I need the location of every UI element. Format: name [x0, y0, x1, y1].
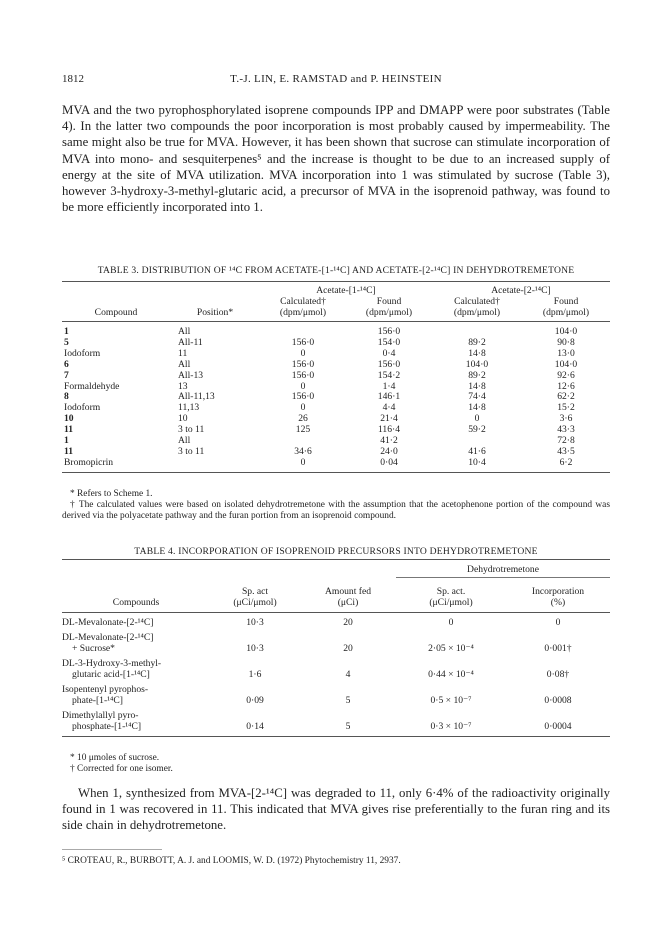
table3-cell-compound: Formaldehyde: [64, 380, 120, 392]
table3-row: [62, 447, 610, 458]
table3-cell-position: 11,13: [178, 402, 200, 414]
table3-unit-1: (dpm/μmol): [279, 307, 327, 318]
table4-cell-incorp: 0: [555, 617, 561, 628]
table3-cell-c1: 0: [300, 402, 306, 414]
table4-compound-line: phate-[1-¹⁴C]: [72, 695, 123, 706]
table4-row: [62, 632, 610, 654]
table3-cell-c1: 0: [300, 380, 306, 392]
table4-group-dehydrotremetone: Dehydrotremetone: [396, 560, 610, 578]
table3-cell-compound: Bromopicrin: [64, 456, 114, 468]
table4-cell-amount: 4: [345, 669, 351, 680]
table3-cell-f1: 156·0: [377, 326, 401, 337]
table3-col-found-1: Found: [376, 296, 402, 307]
table3-cell-position: All: [178, 358, 191, 370]
table3-cell-compound: 1: [64, 326, 69, 337]
table3-row: [62, 392, 610, 403]
table3-group-acetate-2: Acetate-[2-¹⁴C]: [491, 285, 551, 296]
table3-cell-position: 10: [178, 413, 188, 425]
table3-cell-f2: 13·0: [557, 347, 575, 359]
table3-cell-f1: 0·04: [380, 456, 398, 468]
table3-cell-f1: 154·0: [377, 336, 401, 348]
table3-cell-c1: 156·0: [291, 369, 315, 381]
table3-cell-compound: 11: [64, 424, 74, 436]
table3-cell-position: 3 to 11: [178, 445, 205, 457]
table3: [62, 281, 610, 473]
table4-col-dspact: Sp. act.: [436, 586, 466, 597]
running-head: T.-J. LIN, E. RAMSTAD and P. HEINSTEIN: [230, 73, 442, 85]
footnote-rule: [62, 849, 162, 850]
table3-cell-f2: 15·2: [557, 402, 575, 414]
table3-cell-f1: 24·0: [380, 445, 398, 457]
table3-cell-c2: 41·6: [468, 445, 486, 457]
table4-col-amount: Amount fed: [324, 585, 372, 597]
table4-cell-spact: 10·3: [246, 643, 264, 654]
table4-cell-dspact: 0·3 × 10⁻⁷: [430, 721, 472, 732]
table4-cell-spact: 10·3: [246, 617, 264, 628]
table3-cell-c1: 156·0: [291, 358, 315, 370]
table3-row: [62, 382, 610, 393]
table3-cell-c2: 10·4: [468, 456, 486, 468]
table4-cell-incorp: 0·001†: [544, 643, 572, 654]
table3-cell-f2: 62·2: [557, 391, 575, 403]
table4-caption: TABLE 4. INCORPORATION OF ISOPRENOID PRECURSORS INTO DEHYDROTREMETONE: [134, 546, 538, 557]
table4-unit-dspact: (μCi/μmol): [429, 597, 473, 608]
table3-cell-c2: 0: [474, 413, 480, 425]
conclusion-paragraph: [62, 785, 610, 834]
table3-cell-c1: [260, 322, 346, 338]
table3-row: [62, 371, 610, 382]
table4-compound-line: + Sucrose*: [72, 643, 115, 654]
table4-compound-line: DL-3-Hydroxy-3-methyl-: [62, 658, 162, 669]
table4-unit-amount: (μCi): [337, 597, 359, 608]
table3-body: [62, 322, 610, 472]
table4-cell-incorp: 0·0008: [544, 695, 572, 706]
table3-row: [62, 403, 610, 414]
table4-cell-dspact: 0: [448, 617, 454, 628]
table3-col-compound: Compound: [94, 307, 138, 318]
table3-cell-f2: 6·2: [559, 456, 573, 468]
intro-text: MVA and the two pyrophosphorylated isoprene compounds IPP and DMAPP were poor substrates (Table 4). In the latter two compounds the poor incorporation is most probably caused by impermeability. The same might also be true for MVA. However, it has been shown that sucrose can stimulate incorporation of MVA into mono- and sesquiterpenes⁵ and the increase is thought to be due to an increased supply of energy at the site of MVA utilization. MVA incorporation into 1 was stimulated by sucrose (Table 3), however 3-hydroxy-3-methyl-glutaric acid, a precursor of MVA in the isoprenoid pathway, was found to be more efficiently incorporated into 1.: [62, 103, 610, 215]
table3-cell-position: 11: [178, 347, 188, 359]
table3-row: [62, 425, 610, 436]
table3-row: [62, 436, 610, 447]
table3-row: [62, 360, 610, 371]
table4-cell-compound: [62, 632, 210, 654]
table3-cell-f1: 21·4: [380, 413, 398, 425]
table3-cell-c2: [432, 322, 522, 338]
conclusion-text: When 1, synthesized from MVA-[2-¹⁴C] was degraded to 11, only 6·4% of the radioactivity originally found in 1 was recovered in 11. This indicated that MVA gives rise preferentially to the furan ring and its side chain in dehydrotremetone.: [62, 786, 610, 833]
table4-cell-dspact: 0·5 × 10⁻⁷: [430, 695, 472, 706]
table3-cell-c2: 89·2: [468, 336, 486, 348]
table3-cell-f2: 72·8: [557, 435, 575, 447]
table4-cell-spact: 1·6: [248, 669, 262, 680]
table3-col-position: Position*: [196, 307, 234, 318]
table4-col-spact: Sp. act: [241, 585, 269, 597]
table3-cell-compound: 11: [64, 445, 74, 457]
table3-cell-c2: 74·4: [468, 391, 486, 403]
intro-paragraph: [62, 102, 610, 215]
table4-col-compounds: Compounds: [112, 597, 160, 608]
table4-compound-line: phosphate-[1-¹⁴C]: [72, 721, 142, 732]
table4: [62, 559, 610, 737]
table4-cell-compound: [62, 617, 210, 628]
table4-unit-incorp: (%): [550, 597, 566, 608]
table4-col-incorp: Incorporation: [531, 586, 585, 597]
table3-cell-position: 13: [178, 380, 188, 392]
table3-cell-compound: 8: [64, 391, 69, 403]
table3-cell-c2: 14·8: [468, 402, 486, 414]
table3-cell-c2: 14·8: [468, 380, 486, 392]
table4-cell-dspact: 2·05 × 10⁻⁴: [428, 643, 474, 654]
table4-cell-incorp: 0·0004: [544, 721, 572, 732]
table3-cell-position: [170, 458, 260, 472]
table3-cell-position: 3 to 11: [178, 424, 205, 436]
table3-note-scheme: * Refers to Scheme 1.: [70, 489, 153, 499]
table3-cell-c2: 89·2: [468, 369, 486, 381]
table3-cell-c1: 0: [300, 456, 306, 468]
page-header: [62, 73, 610, 89]
table3-cell-compound: 1: [64, 435, 69, 447]
table3-cell-f2: 43·5: [557, 445, 575, 457]
table3-group-acetate-1: Acetate-[1-¹⁴C]: [316, 285, 376, 296]
table3-cell-compound: 5: [64, 336, 69, 348]
table4-cell-spact: 0·14: [246, 721, 264, 732]
table4-cell-amount: 5: [345, 721, 351, 732]
table4-body: [62, 613, 610, 737]
table3-note-calculated: † The calculated values were based on isolated dehydrotremetone with the assumption that the acetophenone portion of the compound was derived via the polyacetate pathway and the furan portion from an isoprenoid compound.: [62, 500, 610, 521]
table3-cell-f2: 90·8: [557, 336, 575, 348]
table4-unit-spact: (μCi/μmol): [233, 597, 277, 608]
table3-cell-c1: 0: [300, 347, 306, 359]
table4-row: [62, 710, 610, 732]
table3-caption: TABLE 3. DISTRIBUTION OF ¹⁴C FROM ACETATE-[1-¹⁴C] AND ACETATE-[2-¹⁴C] IN DEHYDROTREMETONE: [97, 265, 575, 276]
table3-unit-3: (dpm/μmol): [453, 307, 501, 318]
table3-row: [62, 322, 610, 338]
table3-cell-compound: Iodoform: [64, 402, 101, 414]
table4-compound-line: glutaric acid-[1-¹⁴C]: [72, 669, 150, 680]
table4-notes: [62, 753, 610, 775]
table3-cell-position: All: [178, 435, 191, 447]
page-number: 1812: [62, 73, 84, 85]
table3-col-calculated-2: Calculated†: [454, 296, 500, 307]
table3-cell-compound: 10: [64, 413, 74, 425]
table4-cell-compound: [62, 684, 210, 706]
table3-cell-compound: 7: [64, 369, 69, 381]
table3-cell-f2: 3·6: [559, 413, 573, 425]
footnote: [62, 851, 610, 866]
table3-cell-c2: 104·0: [465, 358, 489, 370]
table3-cell-c2: 14·8: [468, 347, 486, 359]
table3-cell-compound: Iodoform: [64, 347, 101, 359]
table3-cell-c1: 156·0: [291, 336, 315, 348]
table4-cell-amount: 5: [345, 695, 351, 706]
table4-compound-line: Isopentenyl pyrophos-: [62, 684, 149, 695]
table3-cell-f2: 43·3: [557, 424, 575, 436]
table3-col-found-2: Found: [553, 296, 579, 307]
table3-cell-f1: 41·2: [380, 435, 398, 447]
table4-cell-incorp: 0·08†: [546, 669, 570, 680]
table3-cell-compound: 6: [64, 358, 69, 370]
table4-compound-line: Dimethylallyl pyro-: [62, 710, 139, 721]
table3-cell-c1: 125: [295, 424, 311, 436]
table3-cell-f1: 116·4: [377, 424, 401, 436]
table3-cell-c1: 156·0: [291, 391, 315, 403]
table3-cell-position: All-11: [178, 336, 203, 348]
table3-cell-f1: 4·4: [382, 402, 396, 414]
table4-note-sucrose: * 10 μmoles of sucrose.: [70, 753, 160, 763]
table3-cell-f2: 92·6: [557, 369, 575, 381]
table3-cell-f2: 12·6: [557, 380, 575, 392]
table3-row: [62, 414, 610, 425]
table3-cell-c1: 34·6: [294, 445, 312, 457]
table4-cell-compound: [62, 658, 210, 680]
table3-cell-f2: 104·0: [554, 326, 578, 337]
table4-row: [62, 617, 610, 628]
table4-compound-line: DL-Mevalonate-[2-¹⁴C]: [62, 632, 154, 643]
table3-cell-c2: 59·2: [468, 424, 486, 436]
table3-unit-4: (dpm/μmol): [542, 307, 590, 318]
table3-cell-c1: 26: [298, 413, 308, 425]
table3-cell-position: All-13: [178, 369, 204, 381]
table4-row: [62, 658, 610, 680]
table3-cell-f1: 156·0: [377, 358, 401, 370]
table4-row: [62, 684, 610, 706]
table4-cell-amount: 20: [343, 643, 353, 654]
table3-cell-f1: 0·4: [382, 347, 396, 359]
table4-compound-line: DL-Mevalonate-[2-¹⁴C]: [62, 617, 154, 628]
table4-cell-spact: 0·09: [246, 695, 264, 706]
table4-cell-amount: 20: [343, 617, 353, 628]
table4-cell-compound: [62, 710, 210, 732]
table3-cell-f1: 146·1: [377, 391, 401, 403]
table3-unit-2: (dpm/μmol): [365, 307, 413, 318]
table4-note-isomer: † Corrected for one isomer.: [70, 764, 173, 774]
table3-col-calculated-1: Calculated†: [280, 296, 326, 307]
table4-cell-dspact: 0·44 × 10⁻⁴: [428, 669, 474, 680]
table3-cell-f1: 1·4: [382, 380, 396, 392]
table3-row: [62, 338, 610, 349]
table3-cell-f2: 104·0: [554, 358, 578, 370]
footnote-text: ⁵ CROTEAU, R., BURBOTT, A. J. and LOOMIS, W. D. (1972) Phytochemistry 11, 2937.: [62, 856, 401, 866]
table3-row: [62, 458, 610, 472]
table3-cell-position: All-11,13: [178, 391, 215, 403]
table3-row: [62, 349, 610, 360]
table3-cell-f1: 154·2: [377, 369, 401, 381]
table3-cell-position: All: [178, 326, 191, 337]
table3-notes: [62, 489, 610, 522]
